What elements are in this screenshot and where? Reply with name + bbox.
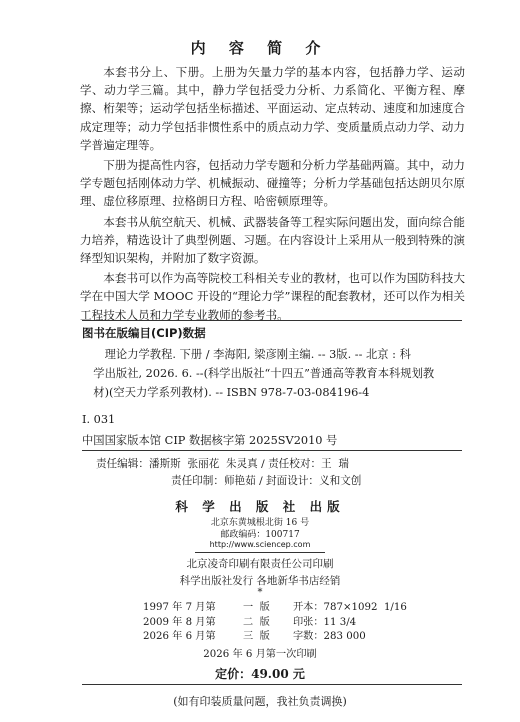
edition-row — [143, 601, 407, 616]
edition-number: 三 版 — [243, 631, 270, 642]
edition-table — [143, 601, 407, 645]
publisher-zip: 邮政编码：100717 — [220, 530, 300, 540]
edition-number: 二 版 — [243, 616, 270, 628]
cip-line: 学出版社, 2026. 6. --(科学出版社“十四五”普通高等教育本科规划教 — [93, 367, 435, 380]
summary-paragraph: 本套书分上、下册。上册为矢量力学的基本内容，包括静力学、运动学、动力学三篇。其中，静力学包括受力分析、力系简化、平衡方程、摩擦、桁架等；运动学包括坐标描述、平面运动、定点转动、速度和加速度合成定理等；动力学包括非惯性系中的质点动力学、变质量质点动力学、动力学普遍定理等。 — [80, 65, 465, 152]
editor-credits: 责任编辑：潘斯斯 张丽花 朱灵真 / 责任校对：王 瑞 — [96, 458, 349, 470]
summary-paragraph: 下册为提高性内容，包括动力学专题和分析力学基础两篇。其中，动力学专题包括刚体动力学、机械振动、碰撞等；分析力学基础包括达朗贝尔原理、虚位移原理、拉格朗日方程、哈密顿原理等。 — [80, 158, 465, 209]
edition-date: 1997 年 7 月第 — [143, 602, 216, 613]
summary-paragraph: 本套书可以作为高等院校工科相关专业的教材，也可以作为国防科技大学在中国大学 MOOC 开设的“理论力学”课程的配套教材，还可以作为相关工程技术人员和力学专业教师的参考书。 — [80, 271, 465, 322]
edition-spec: 字数：283 000 — [293, 631, 366, 642]
cip-line: 理论力学教程. 下册 / 李海阳, 梁彦刚主编. -- 3版. -- 北京 : 科 — [104, 348, 411, 361]
edition-row — [143, 616, 407, 631]
price-label: 定价：49.00 元 — [215, 667, 305, 681]
cip-line: 材)(空天力学系列教材). -- ISBN 978-7-03-084196-4 — [93, 386, 370, 399]
cip-data-number: 中国国家版本馆 CIP 数据核字第 2025SV2010 号 — [82, 434, 338, 447]
page-title: 内 容 简 介 — [190, 39, 330, 57]
edition-number: 一 版 — [243, 602, 270, 613]
first-print-line: 2026 年 6 月第一次印刷 — [203, 649, 317, 660]
distribution-line: 科学出版社发行 各地新华书店经销 — [179, 575, 341, 587]
divider — [195, 552, 325, 553]
divider — [82, 684, 462, 685]
summary-section — [80, 63, 465, 326]
cip-class-number: Ⅰ. 031 — [82, 413, 116, 426]
edition-date: 2026 年 6 月第 — [143, 631, 216, 642]
cip-record — [82, 345, 462, 402]
publisher-address: 北京东黄城根北街 16 号 — [210, 518, 310, 528]
summary-paragraph: 本套书从航空航天、机械、武器装备等工程实际问题出发，面向综合能力培养，精选设计了典型例题、习题。在内容设计上采用从一般到特殊的演绎型知识架构，并附加了数字资源。 — [80, 214, 465, 266]
divider — [82, 450, 462, 451]
publisher-url: http://www.sciencep.com — [209, 540, 311, 549]
cip-heading: 图书在版编目(CIP)数据 — [82, 326, 206, 340]
edition-spec: 开本：787×1092 1/16 — [293, 602, 407, 613]
edition-row — [143, 630, 407, 645]
production-credits: 责任印制：师艳茹 / 封面设计：义和文创 — [171, 475, 362, 487]
quality-notice: (如有印装质量问题，我社负责调换) — [173, 695, 347, 708]
edition-date: 2009 年 8 月第 — [143, 616, 216, 628]
edition-spec: 印张：11 3/4 — [293, 616, 357, 628]
publisher-name: 科 学 出 版 社 出版 — [175, 499, 345, 514]
separator-star: * — [257, 587, 263, 598]
printer-line: 北京凌奇印刷有限责任公司印刷 — [186, 558, 334, 570]
divider — [82, 320, 462, 321]
